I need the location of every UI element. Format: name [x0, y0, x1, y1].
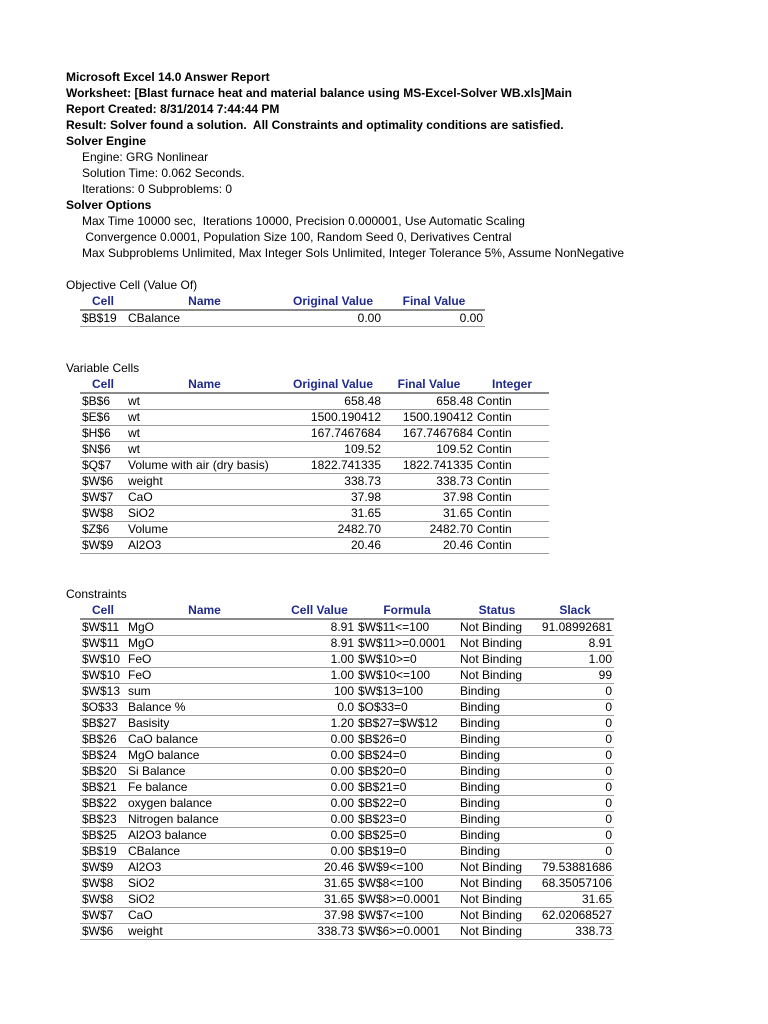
- column-header: Cell: [80, 293, 126, 310]
- table-row: [80, 732, 614, 748]
- table-cell: SiO2: [126, 876, 283, 892]
- constraints-table: [80, 602, 614, 940]
- table-cell: $W$13=100: [356, 684, 458, 700]
- table-header-row: [80, 376, 549, 393]
- table-cell: 99: [536, 668, 614, 684]
- table-cell: 8.91: [536, 636, 614, 652]
- column-header: Slack: [536, 602, 614, 619]
- table-cell: 0.00: [283, 310, 383, 327]
- column-header: Cell: [80, 376, 126, 393]
- table-row: [80, 442, 549, 458]
- table-cell: Binding: [458, 716, 536, 732]
- table-cell: $W$9: [80, 860, 126, 876]
- table-cell: 0: [536, 796, 614, 812]
- table-cell: $B$24: [80, 748, 126, 764]
- table-row: [80, 668, 614, 684]
- variable-section-title: Variable Cells: [66, 361, 140, 375]
- table-cell: 0: [536, 716, 614, 732]
- table-cell: MgO: [126, 636, 283, 652]
- table-cell: $B$21: [80, 780, 126, 796]
- table-row: [80, 506, 549, 522]
- table-cell: 0.00: [283, 844, 356, 860]
- table-row: [80, 908, 614, 924]
- table-cell: wt: [126, 410, 283, 426]
- table-row: [80, 892, 614, 908]
- table-cell: $B$22=0: [356, 796, 458, 812]
- table-cell: 31.65: [536, 892, 614, 908]
- table-cell: $B$23: [80, 812, 126, 828]
- table-cell: Balance %: [126, 700, 283, 716]
- table-cell: $B$25: [80, 828, 126, 844]
- table-cell: 1822.741335: [383, 458, 475, 474]
- table-cell: CaO: [126, 908, 283, 924]
- table-cell: oxygen balance: [126, 796, 283, 812]
- table-cell: 8.91: [283, 636, 356, 652]
- table-cell: Contin: [475, 426, 549, 442]
- column-header: Name: [126, 293, 283, 310]
- table-cell: SiO2: [126, 892, 283, 908]
- table-row: [80, 684, 614, 700]
- table-cell: $H$6: [80, 426, 126, 442]
- table-cell: $W$11>=0.0001: [356, 636, 458, 652]
- objective-section-title: Objective Cell (Value Of): [66, 278, 198, 292]
- column-header: Cell: [80, 602, 126, 619]
- table-cell: $B$23=0: [356, 812, 458, 828]
- table-cell: weight: [126, 474, 283, 490]
- report-title: Microsoft Excel 14.0 Answer Report: [66, 70, 270, 84]
- table-row: [80, 828, 614, 844]
- table-cell: 20.46: [283, 860, 356, 876]
- table-row: [80, 636, 614, 652]
- table-cell: $Q$7: [80, 458, 126, 474]
- table-cell: Binding: [458, 796, 536, 812]
- table-cell: 1.00: [536, 652, 614, 668]
- table-cell: 338.73: [283, 924, 356, 940]
- table-cell: 68.35057106: [536, 876, 614, 892]
- table-cell: $B$20=0: [356, 764, 458, 780]
- table-cell: 37.98: [383, 490, 475, 506]
- table-cell: $W$10: [80, 668, 126, 684]
- table-cell: $W$10<=100: [356, 668, 458, 684]
- table-cell: Not Binding: [458, 876, 536, 892]
- table-cell: Binding: [458, 748, 536, 764]
- table-cell: 0.00: [283, 812, 356, 828]
- table-cell: $W$11: [80, 619, 126, 636]
- table-cell: 338.73: [283, 474, 383, 490]
- table-cell: $B$6: [80, 393, 126, 410]
- table-cell: $W$7: [80, 490, 126, 506]
- variable-cells-table: [80, 376, 549, 554]
- table-cell: $N$6: [80, 442, 126, 458]
- options-line-1: Max Time 10000 sec, Iterations 10000, Precision 0.000001, Use Automatic Scaling: [82, 214, 525, 228]
- constraints-section-title: Constraints: [66, 587, 127, 601]
- table-cell: Binding: [458, 700, 536, 716]
- table-cell: $W$10: [80, 652, 126, 668]
- table-cell: CaO balance: [126, 732, 283, 748]
- table-cell: FeO: [126, 652, 283, 668]
- table-cell: 1822.741335: [283, 458, 383, 474]
- table-cell: Contin: [475, 410, 549, 426]
- table-cell: 167.7467684: [383, 426, 475, 442]
- table-cell: 0: [536, 844, 614, 860]
- table-cell: Binding: [458, 828, 536, 844]
- table-cell: 658.48: [283, 393, 383, 410]
- column-header: Final Value: [383, 376, 475, 393]
- table-row: [80, 780, 614, 796]
- table-cell: MgO: [126, 619, 283, 636]
- column-header: Integer: [475, 376, 549, 393]
- table-cell: $E$6: [80, 410, 126, 426]
- column-header: Cell Value: [283, 602, 356, 619]
- table-cell: Binding: [458, 844, 536, 860]
- table-cell: 0.00: [283, 780, 356, 796]
- table-cell: $O$33: [80, 700, 126, 716]
- table-cell: MgO balance: [126, 748, 283, 764]
- table-cell: 91.08992681: [536, 619, 614, 636]
- table-row: [80, 796, 614, 812]
- solver-options-heading: Solver Options: [66, 198, 152, 212]
- table-cell: $B$21=0: [356, 780, 458, 796]
- column-header: Name: [126, 602, 283, 619]
- table-cell: 0: [536, 684, 614, 700]
- column-header: Original Value: [283, 293, 383, 310]
- table-row: [80, 522, 549, 538]
- table-cell: $W$8<=100: [356, 876, 458, 892]
- table-row: [80, 844, 614, 860]
- table-cell: Not Binding: [458, 860, 536, 876]
- column-header: Status: [458, 602, 536, 619]
- table-cell: Contin: [475, 458, 549, 474]
- table-cell: $W$10>=0: [356, 652, 458, 668]
- table-cell: $W$7<=100: [356, 908, 458, 924]
- table-cell: 79.53881686: [536, 860, 614, 876]
- table-cell: 37.98: [283, 908, 356, 924]
- table-row: [80, 716, 614, 732]
- table-row: [80, 876, 614, 892]
- table-cell: 338.73: [383, 474, 475, 490]
- solver-engine-heading: Solver Engine: [66, 134, 147, 148]
- table-cell: 8.91: [283, 619, 356, 636]
- table-cell: $W$8: [80, 892, 126, 908]
- table-cell: 0.00: [283, 828, 356, 844]
- table-cell: $B$27: [80, 716, 126, 732]
- table-cell: wt: [126, 442, 283, 458]
- table-cell: 1500.190412: [383, 410, 475, 426]
- table-cell: 0: [536, 780, 614, 796]
- table-cell: Binding: [458, 812, 536, 828]
- table-cell: 31.65: [383, 506, 475, 522]
- table-cell: Not Binding: [458, 924, 536, 940]
- table-cell: Binding: [458, 780, 536, 796]
- column-header: Name: [126, 376, 283, 393]
- report-created-line: Report Created: 8/31/2014 7:44:44 PM: [66, 102, 280, 116]
- table-cell: $W$6: [80, 474, 126, 490]
- table-cell: FeO: [126, 668, 283, 684]
- table-cell: 109.52: [283, 442, 383, 458]
- table-cell: sum: [126, 684, 283, 700]
- table-cell: 31.65: [283, 506, 383, 522]
- table-row: [80, 474, 549, 490]
- table-cell: $W$8>=0.0001: [356, 892, 458, 908]
- table-cell: $W$6>=0.0001: [356, 924, 458, 940]
- table-cell: Si Balance: [126, 764, 283, 780]
- table-cell: $B$22: [80, 796, 126, 812]
- table-cell: $W$7: [80, 908, 126, 924]
- table-cell: $W$11: [80, 636, 126, 652]
- table-cell: 0.00: [283, 748, 356, 764]
- solution-time-line: Solution Time: 0.062 Seconds.: [82, 166, 245, 180]
- table-row: [80, 538, 549, 554]
- table-cell: $O$33=0: [356, 700, 458, 716]
- table-cell: 100: [283, 684, 356, 700]
- worksheet-line: Worksheet: [Blast furnace heat and material balance using MS-Excel-Solver WB.xls]Main: [66, 86, 572, 100]
- table-cell: Contin: [475, 506, 549, 522]
- table-header-row: [80, 602, 614, 619]
- table-cell: Not Binding: [458, 652, 536, 668]
- table-cell: $B$26=0: [356, 732, 458, 748]
- column-header: Formula: [356, 602, 458, 619]
- table-row: [80, 700, 614, 716]
- table-cell: Al2O3 balance: [126, 828, 283, 844]
- engine-line: Engine: GRG Nonlinear: [82, 150, 209, 164]
- table-cell: Contin: [475, 522, 549, 538]
- table-cell: 0.00: [283, 764, 356, 780]
- table-cell: wt: [126, 426, 283, 442]
- options-line-3: Max Subproblems Unlimited, Max Integer Sols Unlimited, Integer Tolerance 5%, Assume NonNegative: [82, 246, 625, 260]
- table-cell: 0.00: [383, 310, 485, 327]
- table-row: [80, 393, 549, 410]
- table-cell: $W$6: [80, 924, 126, 940]
- table-cell: 31.65: [283, 892, 356, 908]
- table-cell: Binding: [458, 684, 536, 700]
- table-cell: 0.00: [283, 732, 356, 748]
- table-cell: $W$13: [80, 684, 126, 700]
- table-cell: $B$19: [80, 310, 126, 327]
- table-cell: 109.52: [383, 442, 475, 458]
- table-cell: Volume: [126, 522, 283, 538]
- table-cell: 0: [536, 764, 614, 780]
- table-cell: 658.48: [383, 393, 475, 410]
- table-cell: CBalance: [126, 844, 283, 860]
- table-cell: weight: [126, 924, 283, 940]
- table-cell: Basisity: [126, 716, 283, 732]
- report-header: [66, 69, 624, 261]
- table-cell: Binding: [458, 764, 536, 780]
- table-cell: Nitrogen balance: [126, 812, 283, 828]
- table-cell: 0: [536, 748, 614, 764]
- table-cell: 2482.70: [283, 522, 383, 538]
- table-cell: Contin: [475, 393, 549, 410]
- table-row: [80, 812, 614, 828]
- table-cell: $W$8: [80, 506, 126, 522]
- table-cell: Contin: [475, 474, 549, 490]
- iterations-line: Iterations: 0 Subproblems: 0: [82, 182, 233, 196]
- table-row: [80, 924, 614, 940]
- table-cell: 1500.190412: [283, 410, 383, 426]
- table-cell: 1.20: [283, 716, 356, 732]
- table-cell: 62.02068527: [536, 908, 614, 924]
- table-cell: Not Binding: [458, 892, 536, 908]
- table-cell: Volume with air (dry basis): [126, 458, 283, 474]
- table-cell: Binding: [458, 732, 536, 748]
- options-line-2: Convergence 0.0001, Population Size 100, Random Seed 0, Derivatives Central: [82, 230, 512, 244]
- table-cell: $B$26: [80, 732, 126, 748]
- table-cell: $B$20: [80, 764, 126, 780]
- table-cell: Contin: [475, 442, 549, 458]
- table-row: [80, 860, 614, 876]
- table-cell: $B$19: [80, 844, 126, 860]
- table-cell: CBalance: [126, 310, 283, 327]
- table-cell: Not Binding: [458, 619, 536, 636]
- table-row: [80, 619, 614, 636]
- table-cell: $W$9: [80, 538, 126, 554]
- table-row: [80, 410, 549, 426]
- table-cell: 1.00: [283, 652, 356, 668]
- table-cell: 2482.70: [383, 522, 475, 538]
- column-header: Final Value: [383, 293, 485, 310]
- table-cell: wt: [126, 393, 283, 410]
- column-header: Original Value: [283, 376, 383, 393]
- table-cell: Contin: [475, 538, 549, 554]
- table-cell: $W$9<=100: [356, 860, 458, 876]
- table-row: [80, 426, 549, 442]
- table-cell: Al2O3: [126, 860, 283, 876]
- table-cell: 167.7467684: [283, 426, 383, 442]
- result-line: Result: Solver found a solution. All Constraints and optimality conditions are satisfied.: [66, 118, 564, 132]
- table-cell: $W$11<=100: [356, 619, 458, 636]
- table-cell: 20.46: [383, 538, 475, 554]
- table-cell: 0: [536, 812, 614, 828]
- table-cell: 338.73: [536, 924, 614, 940]
- table-row: [80, 764, 614, 780]
- table-cell: $B$24=0: [356, 748, 458, 764]
- table-cell: Al2O3: [126, 538, 283, 554]
- table-cell: $B$27=$W$12: [356, 716, 458, 732]
- table-row: [80, 458, 549, 474]
- table-row: [80, 652, 614, 668]
- table-cell: Not Binding: [458, 636, 536, 652]
- table-cell: Contin: [475, 490, 549, 506]
- table-cell: 37.98: [283, 490, 383, 506]
- table-row: [80, 310, 485, 327]
- objective-cell-table: [80, 293, 485, 327]
- table-cell: 0: [536, 732, 614, 748]
- table-cell: 1.00: [283, 668, 356, 684]
- table-cell: Not Binding: [458, 908, 536, 924]
- table-cell: 0: [536, 700, 614, 716]
- table-row: [80, 490, 549, 506]
- table-cell: 31.65: [283, 876, 356, 892]
- table-cell: Not Binding: [458, 668, 536, 684]
- table-cell: SiO2: [126, 506, 283, 522]
- table-cell: 0.00: [283, 796, 356, 812]
- table-cell: 20.46: [283, 538, 383, 554]
- table-row: [80, 748, 614, 764]
- table-cell: $Z$6: [80, 522, 126, 538]
- table-cell: 0: [536, 828, 614, 844]
- table-cell: 0.0: [283, 700, 356, 716]
- table-cell: Fe balance: [126, 780, 283, 796]
- table-cell: CaO: [126, 490, 283, 506]
- table-cell: $B$19=0: [356, 844, 458, 860]
- table-cell: $B$25=0: [356, 828, 458, 844]
- table-header-row: [80, 293, 485, 310]
- table-cell: $W$8: [80, 876, 126, 892]
